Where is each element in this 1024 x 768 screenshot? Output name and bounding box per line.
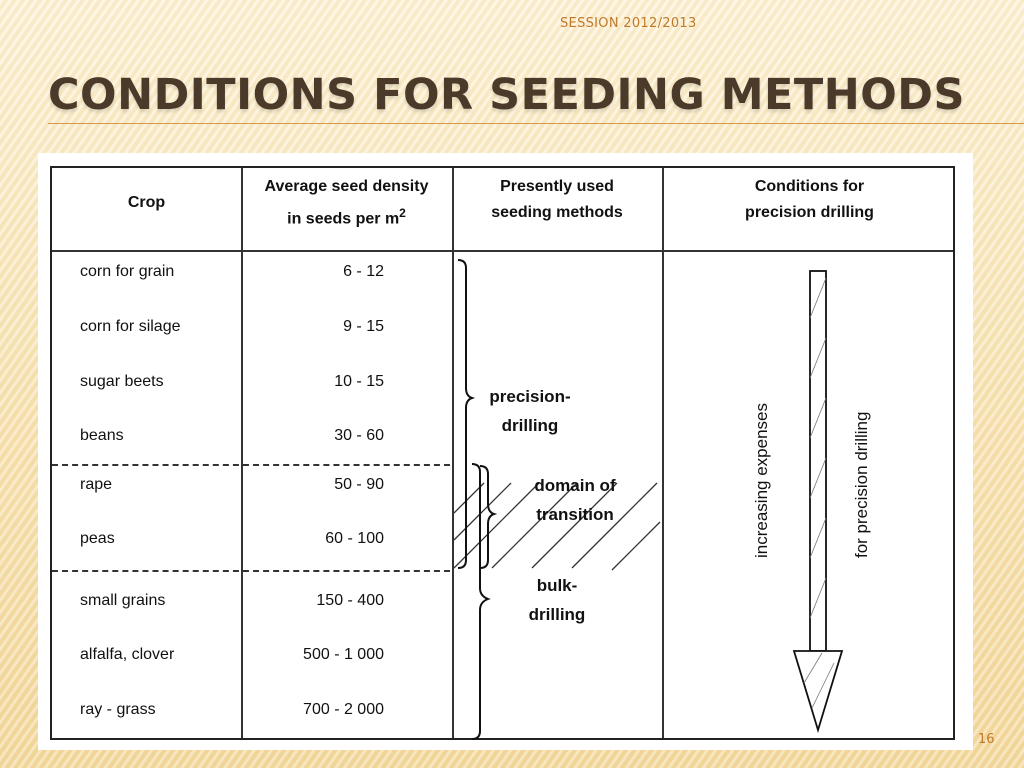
header-density-line1: Average seed density [264,178,429,195]
header-density-text: in seeds per m [287,210,400,228]
page-number: 16 [978,732,995,747]
bulk-line1: bulk- [536,576,578,595]
header-methods-line2: seeding methods [491,204,623,221]
seeding-table [50,166,955,740]
transition-line2: transition [536,505,614,524]
density-cell: 150 - 400 [316,592,384,609]
crop-cell: rape [80,476,113,493]
for-precision-drilling-label: for precision drilling [852,411,871,558]
slide-title: CONDITIONS FOR SEEDING METHODS [48,70,965,120]
crop-cell: peas [80,530,115,547]
arrow-head [794,651,842,730]
seeding-methods-figure [38,153,973,750]
transition-brace [480,466,494,568]
density-cell: 10 - 15 [334,373,384,390]
bulk-brace [472,464,488,739]
header-conditions-line2: precision drilling [745,204,874,221]
density-cell: 9 - 15 [343,318,384,335]
precision-arrow [794,271,842,730]
crop-cell: sugar beets [80,373,164,390]
header-methods-line1: Presently used [500,178,614,195]
figure-graphics [52,168,957,742]
crop-cell: small grains [80,592,166,609]
header-density-sup: 2 [399,206,406,220]
session-label: SESSION 2012/2013 [560,16,697,31]
transition-label [510,471,640,529]
bulk-line2: drilling [528,605,586,624]
transition-line1: domain of [534,476,616,495]
arrow-shaft [810,271,826,651]
precision-drilling-label [470,382,590,440]
density-cell: 700 - 2 000 [303,701,384,718]
density-cell: 60 - 100 [325,530,384,547]
density-cell: 6 - 12 [343,263,384,280]
header-crop: Crop [127,194,166,211]
crop-cell: corn for grain [80,263,175,280]
increasing-expenses-label: increasing expenses [752,403,771,558]
density-cell: 30 - 60 [334,427,384,444]
crop-cell: ray - grass [80,701,156,718]
precision-line2: drilling [501,416,559,435]
header-conditions-line1: Conditions for [754,178,865,195]
bulk-drilling-label [502,571,612,629]
density-cell: 500 - 1 000 [303,646,384,663]
crop-cell: corn for silage [80,318,181,335]
precision-line1: precision- [489,387,571,406]
density-cell: 50 - 90 [334,476,384,493]
crop-cell: alfalfa, clover [80,646,175,663]
crop-cell: beans [80,427,124,444]
title-divider [48,123,1024,124]
